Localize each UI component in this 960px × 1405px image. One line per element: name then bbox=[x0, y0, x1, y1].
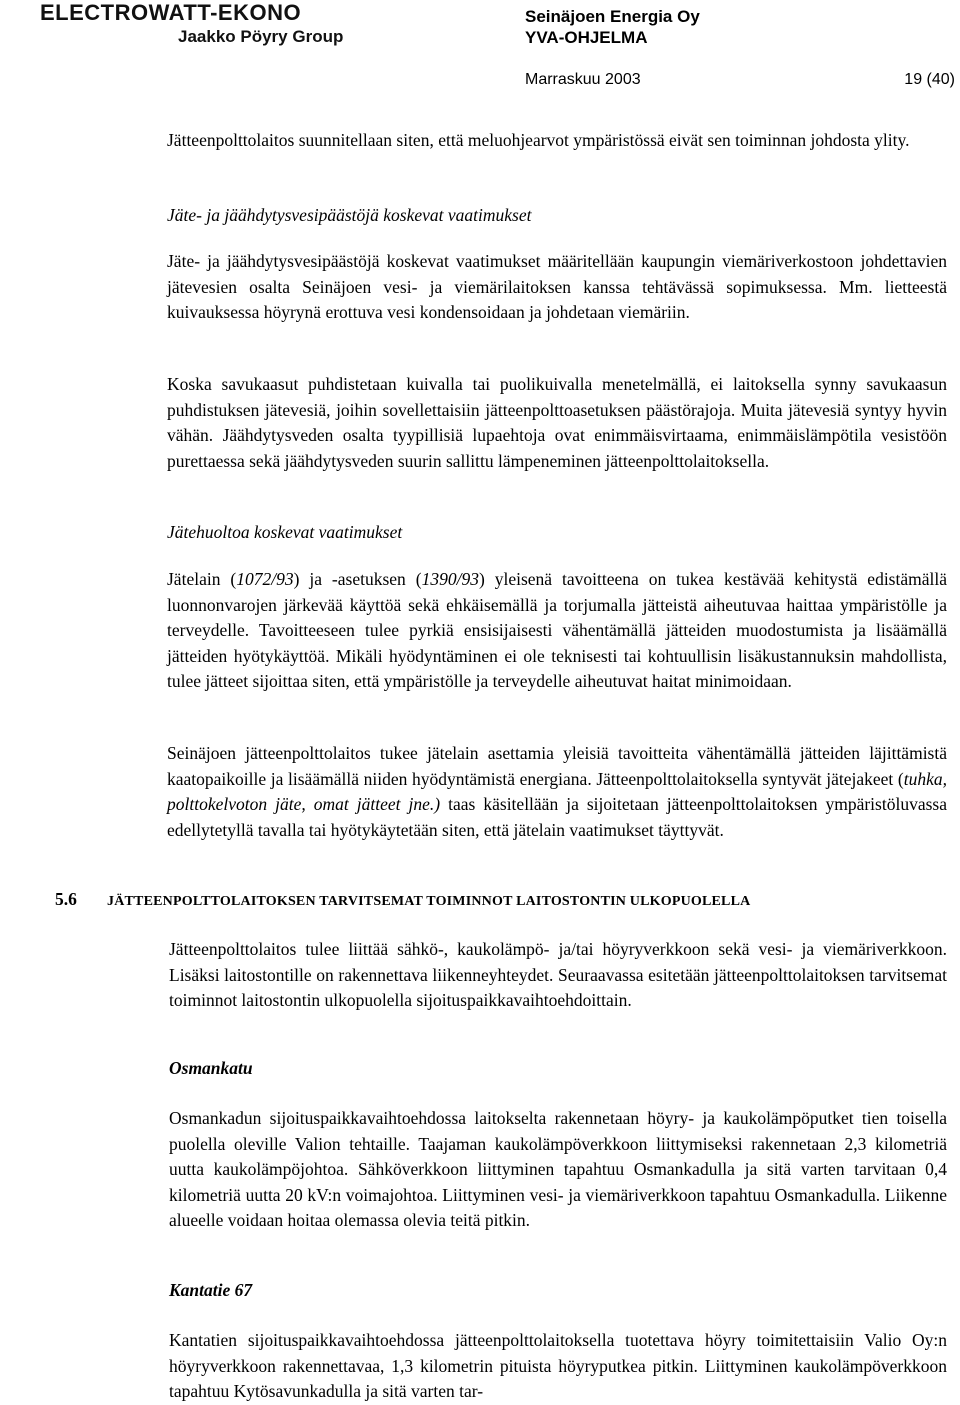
header-company: Seinäjoen Energia Oy bbox=[525, 7, 700, 26]
heading-osmankatu: Osmankatu bbox=[169, 1058, 253, 1078]
plant-text-a: Seinäjoen jätteenpolttolaitos tukee jätelain asettamia yleisiä tavoitteita vähentämällä jätteiden läjittämistä kaatopaikoille ja lisäämällä niiden hyödyntämistä energiana. Jätteenpolttolaitoksella syntyvät jätejakeet ( bbox=[167, 743, 947, 789]
header-date: Marraskuu 2003 bbox=[525, 71, 641, 88]
waste-law-text-a: Jätelain ( bbox=[167, 569, 237, 589]
header-program: YVA-OHJELMA bbox=[525, 28, 648, 47]
header-info bbox=[525, 6, 700, 48]
logo-line-1: ELECTROWATT-EKONO bbox=[40, 0, 302, 25]
plant-waste-fractions: tuhka, polttokelvoton jäte, omat jätteet jne.) bbox=[167, 768, 947, 814]
section-number: 5.6 bbox=[55, 889, 77, 909]
page-number: 19 (40) bbox=[904, 71, 955, 88]
paragraph-wastewater-agreement: Jäte- ja jäähdytysvesipäästöjä koskevat vaatimukset määritellään kaupungin viemäriverkostoon johdettavien jätevesien osalta Seinäjoen vesi- ja viemärilaitoksen kanssa tehtävässä sopimuksessa. Mm. lietteestä kuivauksessa höyrynä erottuva vesi kondensoidaan ja johdetaan viemäriin. bbox=[167, 251, 947, 322]
paragraph-flue-gas-wastewater: Koska savukaasut puhdistetaan kuivalla tai puolikuivalla menetelmällä, ei laitoksella synny savukaasun puhdistuksen jätevesiä, joihin sovellettaisiin jätteenpolttoasetuksen päästörajoja. Muita jätevesiä syntyy hyvin vähän. Jäähdytysveden osalta tyypillisiä lupaehtoja ovat enimmäisvirtaama, enimmäislämpötila vesistöön purettaessa sekä jäähdytysveden suurin sallittu lämpeneminen jätteenpolttolaitoksella. bbox=[167, 374, 947, 471]
heading-wastewater-requirements: Jäte- ja jäähdytysvesipäästöjä koskevat vaatimukset bbox=[167, 205, 532, 225]
paragraph-osmankatu: Osmankadun sijoituspaikkavaihtoehdossa laitokselta rakennetaan höyry- ja kaukolämpöputket tien toisella puolella oleville Valion tehtaille. Taajaman kaukolämpöverkkoon liittymiseksi rakennetaan 2,3 kilometriä uutta kaukolämpöjohtoa. Sähköverkkoon liittyminen tapahtuu Osmankadulla ja sitä varten tarvitaan 0,4 kilometriä uutta 20 kV:n voimajohtoa. Liittyminen vesi- ja viemäriverkkoon tapahtuu Osmankadulla. Liikenne alueelle voidaan hoitaa olemassa olevia teitä pitkin. bbox=[169, 1108, 947, 1230]
heading-waste-management-requirements: Jätehuoltoa koskevat vaatimukset bbox=[167, 522, 403, 542]
waste-law-text-b: ) ja -asetuksen ( bbox=[293, 569, 422, 589]
waste-law-number: 1072/93 bbox=[236, 569, 294, 589]
paragraph-seinajoki-plant bbox=[167, 741, 947, 843]
paragraph-noise-limits: Jätteenpolttolaitos suunnitellaan siten, että meluohjearvot ympäristössä eivät sen toiminnan johdosta ylity. bbox=[167, 130, 910, 150]
paragraph-kantatie-67: Kantatien sijoituspaikkavaihtoehdossa jätteenpolttolaitoksella tuotettava höyry toimitettaisiin Valio Oy:n höyryverkkoon rakennettavaa, 1,3 kilometrin pituista höyryputkea pitkin. Liittyminen kaukolämpöverkkoon tapahtuu Kytösavunkadulla ja sitä varten tar- bbox=[169, 1330, 947, 1401]
section-heading bbox=[55, 889, 750, 910]
section-title: JÄTTEENPOLTTOLAITOKSEN TARVITSEMAT TOIMINNOT LAITOSTONTIN ULKOPUOLELLA bbox=[107, 894, 751, 909]
waste-decree-number: 1390/93 bbox=[421, 569, 479, 589]
paragraph-connections: Jätteenpolttolaitos tulee liittää sähkö-, kaukolämpö- ja/tai höyryverkkoon sekä vesi- ja viemäriverkkoon. Lisäksi laitostontille on rakennettava liikenneyhteydet. Seuraavassa esitetään jätteenpolttolaitoksen tarvitsemat toiminnot laitostontin ulkopuolella sijoituspaikkavaihtoehdoittain. bbox=[169, 939, 947, 1010]
plant-text-b: taas käsitellään ja sijoitetaan jätteenpolttolaitoksen ympäristöluvassa edellytetyllä tavalla tai hyötykäytetään siten, että jätelain vaatimukset täyttyvät. bbox=[167, 794, 947, 840]
heading-kantatie-67: Kantatie 67 bbox=[169, 1280, 253, 1300]
company-logo bbox=[40, 0, 372, 48]
logo-line-2: Jaakko Pöyry Group bbox=[178, 27, 344, 46]
paragraph-waste-law bbox=[167, 567, 947, 695]
waste-law-text-c: ) yleisenä tavoitteena on tukea kestävää kehitystä edistämällä luonnonvarojen järkevää käyttöä sekä ehkäisemällä ja torjumalla jätteistä aiheutuvaa haittaa ympäristölle ja terveydelle. Tavoitteeseen tulee pyrkiä ensisijaisesti vähentämällä jätteiden muodostumista ja lisäämällä jätteiden hyötykäyttöä. Mikäli hyödyntäminen ei ole teknisesti tai kohtuullisin lisäkustannuksin mahdollista, tulee jätteet sijoittaa siten, että ympäristölle ja terveydelle aiheutuvat haitat minimoidaan. bbox=[167, 569, 947, 691]
